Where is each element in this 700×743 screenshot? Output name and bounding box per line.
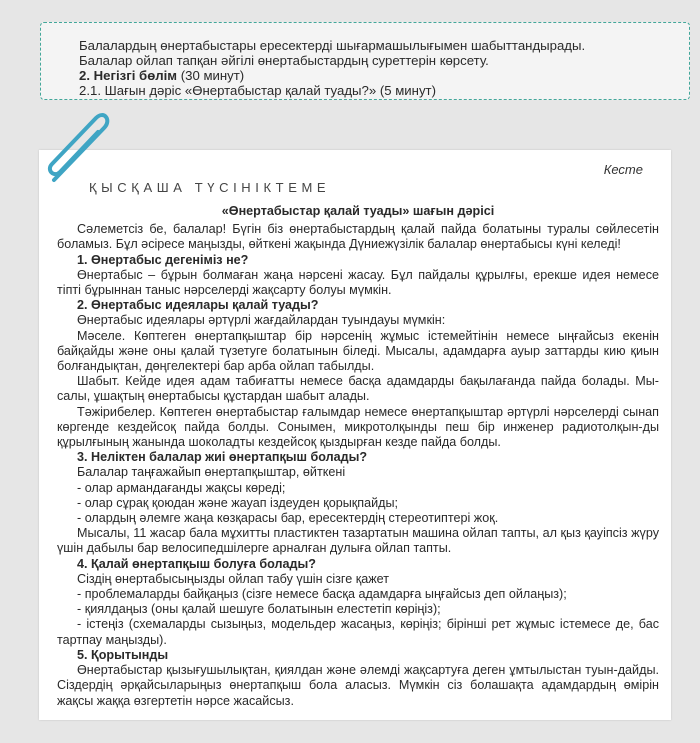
paragraph: Сәлеметсіз бе, балалар! Бүгін біз өнертабыстардың қалай пайда болатыны туралы сөйлесетін боламыз. Бұл әсіресе маңызды, өйткені жақында Дүниежүзілік балалар өнертабысы күні келеді! — [57, 222, 659, 252]
subheading: 3. Неліктен балалар жиі өнертапқыш болады? — [77, 450, 368, 465]
paragraph: Балалар таңғажайып өнертапқыштар, өйткені — [77, 465, 346, 480]
paragraph: Өнертабыстар қызығушылықтан, қиялдан және әлемді жақсартуға деген ұмтылыстан туын-дайды. Сіздердің әрқайсыларыңыз өнертапқыш бола аласыз. Мүмкін сіз болашақта адамдардың өмірін жақсы жаққа өзгертетін нәрсе жасайсыз. — [57, 663, 659, 708]
subheading: 4. Қалай өнертапқыш болуға болады? — [77, 556, 316, 571]
subheading: 5. Қорытынды — [77, 647, 169, 662]
paragraph: Мәселе. Көптеген өнертапқыштар бір нәрсенің жұмыс істемейтінін немесе ыңғайсыз екенін байқайды және оны қалай түзетуге болатынын біледі. Мысалы, адамдарға ауыр заттарды кию қиын болғандықтан, дөңгелектері бар арба ойлап табылды. — [57, 328, 659, 374]
list-item: - істеңіз (схемаларды сызыңыз, модельдер жасаңыз, көріңіз; бірінші рет жұмыс істемесе де, бас тартпау маңызды). — [57, 617, 659, 647]
lecture-heading: «Өнертабыстар қалай туады» шағын дәрісі — [221, 204, 495, 218]
paragraph: Өнертабыс идеялары әртүрлі жағдайлардан туындауы мүмкін: — [77, 313, 446, 328]
top-line-3 — [79, 68, 671, 83]
top-line-2: Балалар ойлап тапқан әйгілі өнертабыстардың суреттерін көрсету. — [79, 53, 489, 68]
top-line-1: Балалардың өнертабыстары ересектерді шығармашылығымен шабыттандырады. — [79, 38, 586, 53]
lecture-content — [57, 204, 659, 709]
explanation-sheet — [39, 150, 671, 720]
paragraph: Шабыт. Кейде идея адам табиғатты немесе басқа адамдарды бақылағанда пайда болады. Мы-салы, ұшақтың өнертабысы құстардан шабыт алады. — [57, 374, 659, 404]
section-2-title: 2. Негізгі бөлім — [79, 68, 178, 83]
paragraph: Тәжірибелер. Көптеген өнертабыстар ғалымдар немесе өнертапқыштар әртүрлі нәрселерді сынап көргенде кездейсоқ пайда болды. Сонымен, микротолқынды пеш бір инженер радиотолқын-ды құрылғының жанында шоколадты кездейсоқ қыздырған кезде пайда болды. — [57, 404, 659, 450]
lesson-plan-box — [40, 22, 690, 100]
section-2-duration: (30 минут) — [177, 68, 245, 83]
paperclip-icon — [32, 102, 122, 192]
list-item: - қиялдаңыз (оны қалай шешуге болатынын елестетіп көріңіз); — [77, 602, 441, 617]
list-item: - проблемаларды байқаңыз (сізге немесе басқа адамдарға ыңғайсыз деп ойлаңыз); — [77, 587, 567, 602]
paragraph: Мысалы, 11 жасар бала мұхитты пластиктен тазартатын машина ойлап тапты, ал қыз қауіпсіз жүру үшін дабылы бар велосипедшілерге арналған дулыға ойлап тапты. — [57, 526, 659, 556]
subheading: 2. Өнертабыс идеялары қалай туады? — [77, 298, 319, 313]
subheading: 1. Өнертабыс дегеніміз не? — [77, 252, 249, 267]
list-item: - олар сұрақ қоюдан және жауап іздеуден қорықпайды; — [77, 495, 399, 510]
paragraph: Өнертабыс – бұрын болмаған жаңа нәрсені жасау. Бұл пайдалы құрылғы, ерекше идея немесе тіпті бұрыннан таныс нәрселерді жақсарту болуы мүмкін. — [57, 267, 659, 298]
section-title: ҚЫСҚАША ТҮСІНІКТЕМЕ — [89, 180, 331, 195]
list-item: - олар армандағанды жақсы көреді; — [77, 480, 286, 495]
top-line-4: 2.1. Шағын дәріс «Өнертабыстар қалай туады?» (5 минут) — [79, 83, 436, 98]
paragraph: Сіздің өнертабысыңызды ойлап табу үшін сізге қажет — [77, 571, 390, 586]
list-item: - олардың әлемге жаңа көзқарасы бар, ересектердің стереотиптері жоқ. — [77, 511, 499, 526]
table-label: Кесте — [603, 162, 643, 177]
